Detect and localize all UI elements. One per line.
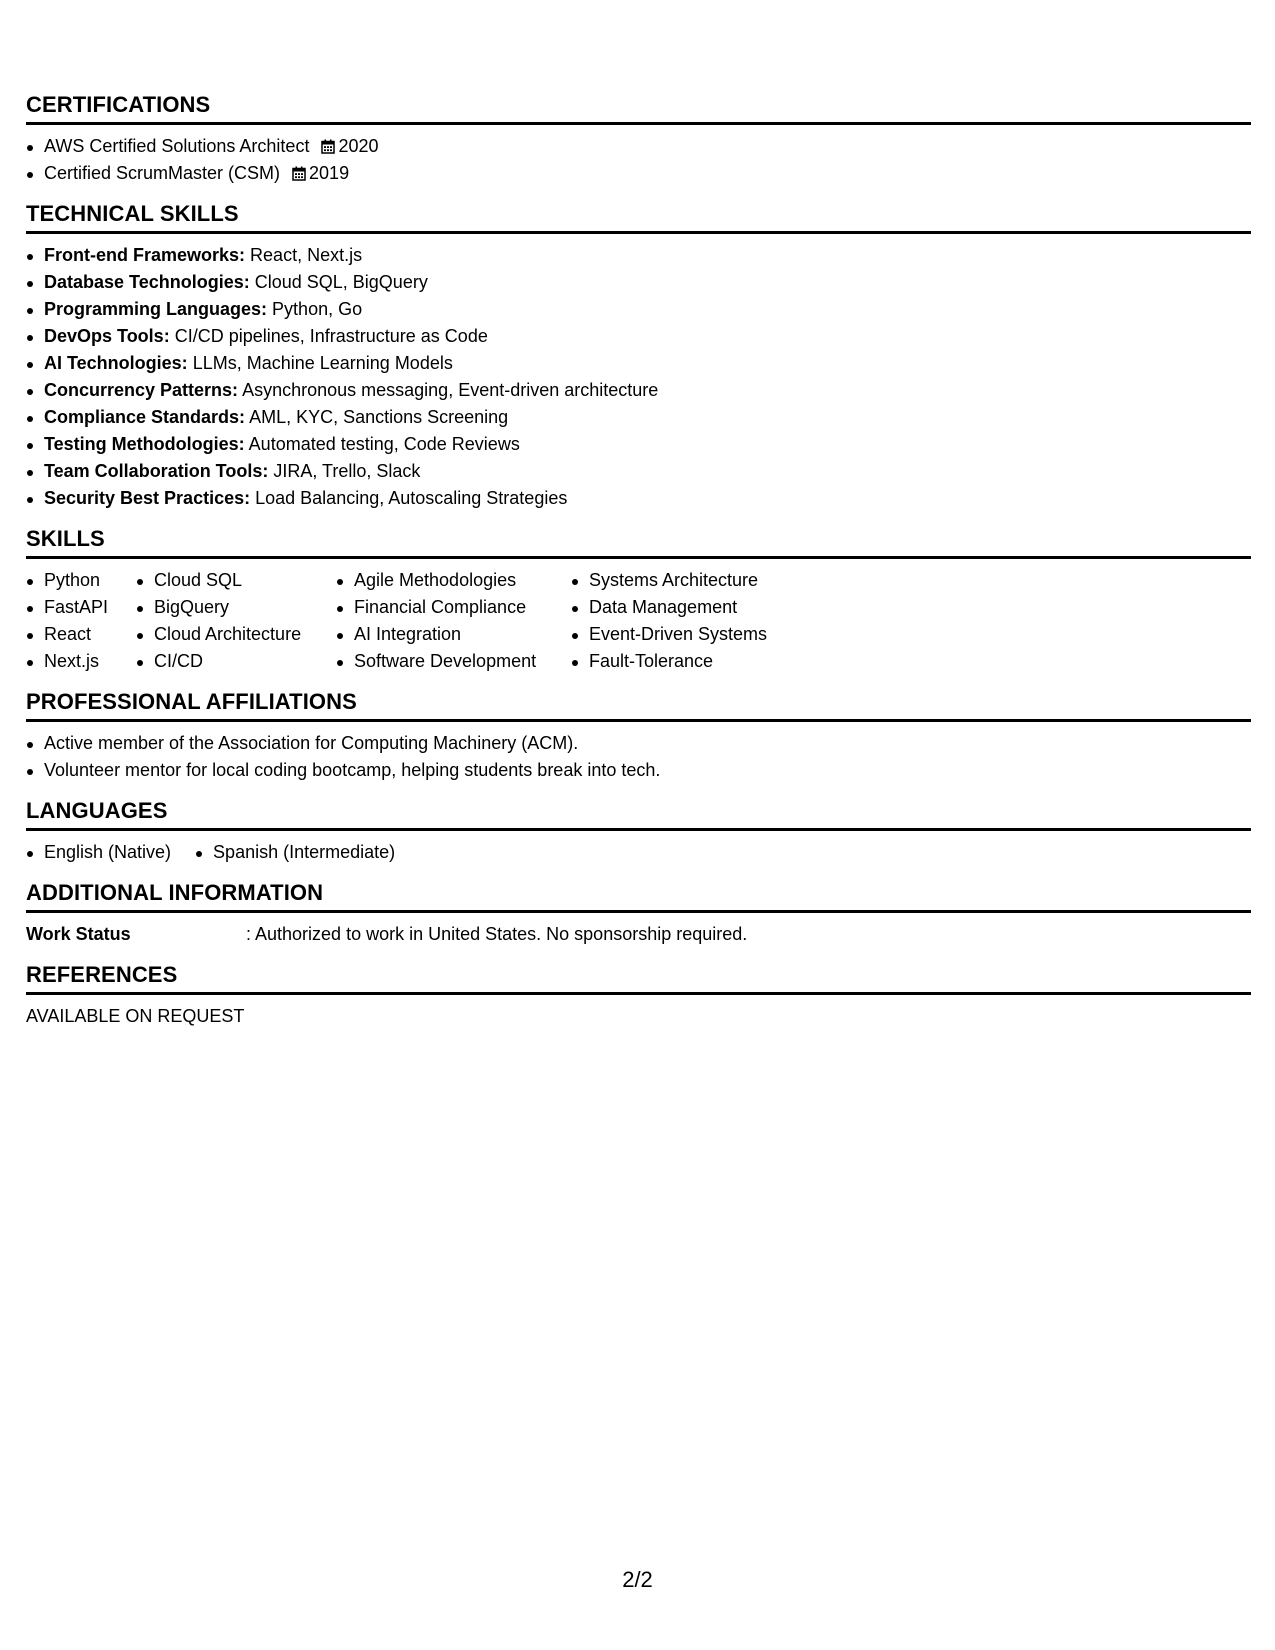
technical-skill-label: DevOps Tools:	[44, 326, 170, 346]
skills-grid	[26, 567, 1251, 675]
technical-skill-item	[26, 323, 1251, 350]
technical-skills-section	[26, 201, 1251, 512]
certification-year: 2020	[338, 136, 379, 156]
technical-skill-item	[26, 269, 1251, 296]
skill-item: Cloud Architecture	[136, 621, 336, 648]
technical-skill-label: Compliance Standards:	[44, 407, 246, 427]
affiliation-item: Volunteer mentor for local coding bootcamp, helping students break into tech.	[26, 757, 1251, 784]
calendar-icon	[321, 139, 335, 154]
technical-skill-label: Concurrency Patterns:	[44, 380, 239, 400]
certifications-heading: CERTIFICATIONS	[26, 92, 1251, 125]
technical-skill-value: JIRA, Trello, Slack	[273, 461, 421, 481]
skill-item: FastAPI	[26, 594, 136, 621]
technical-skill-item	[26, 242, 1251, 269]
technical-skill-label: Team Collaboration Tools:	[44, 461, 269, 481]
skill-item: CI/CD	[136, 648, 336, 675]
certification-item	[26, 133, 1251, 160]
technical-skill-item	[26, 485, 1251, 512]
technical-skill-label: Front-end Frameworks:	[44, 245, 246, 265]
technical-skill-value: Cloud SQL, BigQuery	[254, 272, 428, 292]
skills-column	[336, 567, 571, 675]
skills-column	[26, 567, 136, 675]
references-section	[26, 962, 1251, 1030]
technical-skill-value: AML, KYC, Sanctions Screening	[249, 407, 509, 427]
additional-information-heading: ADDITIONAL INFORMATION	[26, 880, 1251, 913]
technical-skill-value: LLMs, Machine Learning Models	[192, 353, 453, 373]
affiliations-list	[26, 730, 1251, 784]
certification-name: Certified ScrumMaster (CSM)	[44, 163, 281, 183]
affiliations-section	[26, 689, 1251, 784]
work-status-label: Work Status	[26, 924, 131, 944]
affiliation-item: Active member of the Association for Computing Machinery (ACM).	[26, 730, 1251, 757]
technical-skill-value: Asynchronous messaging, Event-driven architecture	[242, 380, 659, 400]
skill-item: Next.js	[26, 648, 136, 675]
languages-heading: LANGUAGES	[26, 798, 1251, 831]
certification-name: AWS Certified Solutions Architect	[44, 136, 310, 156]
certification-year: 2019	[309, 163, 350, 183]
technical-skill-label: Database Technologies:	[44, 272, 250, 292]
resume-page	[26, 92, 1251, 1030]
technical-skill-label: Testing Methodologies:	[44, 434, 245, 454]
languages-section	[26, 798, 1251, 866]
technical-skill-item	[26, 350, 1251, 377]
certification-item	[26, 160, 1251, 187]
skill-item: Fault-Tolerance	[571, 648, 831, 675]
technical-skill-label: Programming Languages:	[44, 299, 268, 319]
technical-skill-value: Python, Go	[272, 299, 363, 319]
skills-column	[571, 567, 831, 675]
technical-skills-heading: TECHNICAL SKILLS	[26, 201, 1251, 234]
technical-skill-item	[26, 458, 1251, 485]
skill-item: Financial Compliance	[336, 594, 571, 621]
additional-information-section	[26, 880, 1251, 948]
technical-skill-label: Security Best Practices:	[44, 488, 251, 508]
language-item: English (Native)	[26, 839, 171, 866]
page-number: 2/2	[622, 1567, 653, 1592]
skill-item: Systems Architecture	[571, 567, 831, 594]
work-status-value: : Authorized to work in United States. No sponsorship required.	[246, 924, 748, 944]
references-text: AVAILABLE ON REQUEST	[26, 1006, 245, 1026]
work-status-row	[26, 921, 1251, 948]
skill-item: Python	[26, 567, 136, 594]
technical-skill-value: Load Balancing, Autoscaling Strategies	[255, 488, 568, 508]
skill-item: Data Management	[571, 594, 831, 621]
skill-item: BigQuery	[136, 594, 336, 621]
skills-section	[26, 526, 1251, 675]
skill-item: React	[26, 621, 136, 648]
languages-row	[26, 839, 1251, 866]
references-heading: REFERENCES	[26, 962, 1251, 995]
technical-skill-value: CI/CD pipelines, Infrastructure as Code	[174, 326, 488, 346]
affiliations-heading: PROFESSIONAL AFFILIATIONS	[26, 689, 1251, 722]
skill-item: AI Integration	[336, 621, 571, 648]
languages-list	[26, 839, 419, 866]
skills-column	[136, 567, 336, 675]
technical-skill-label: AI Technologies:	[44, 353, 188, 373]
certifications-section	[26, 92, 1251, 187]
skill-item: Cloud SQL	[136, 567, 336, 594]
language-item: Spanish (Intermediate)	[195, 839, 395, 866]
technical-skill-item	[26, 377, 1251, 404]
technical-skills-list	[26, 242, 1251, 512]
technical-skill-value: Automated testing, Code Reviews	[248, 434, 520, 454]
technical-skill-item	[26, 404, 1251, 431]
calendar-icon	[292, 166, 306, 181]
technical-skill-value: React, Next.js	[250, 245, 363, 265]
skill-item: Agile Methodologies	[336, 567, 571, 594]
skill-item: Event-Driven Systems	[571, 621, 831, 648]
skill-item: Software Development	[336, 648, 571, 675]
skills-heading: SKILLS	[26, 526, 1251, 559]
technical-skill-item	[26, 296, 1251, 323]
technical-skill-item	[26, 431, 1251, 458]
certifications-list	[26, 133, 1251, 187]
